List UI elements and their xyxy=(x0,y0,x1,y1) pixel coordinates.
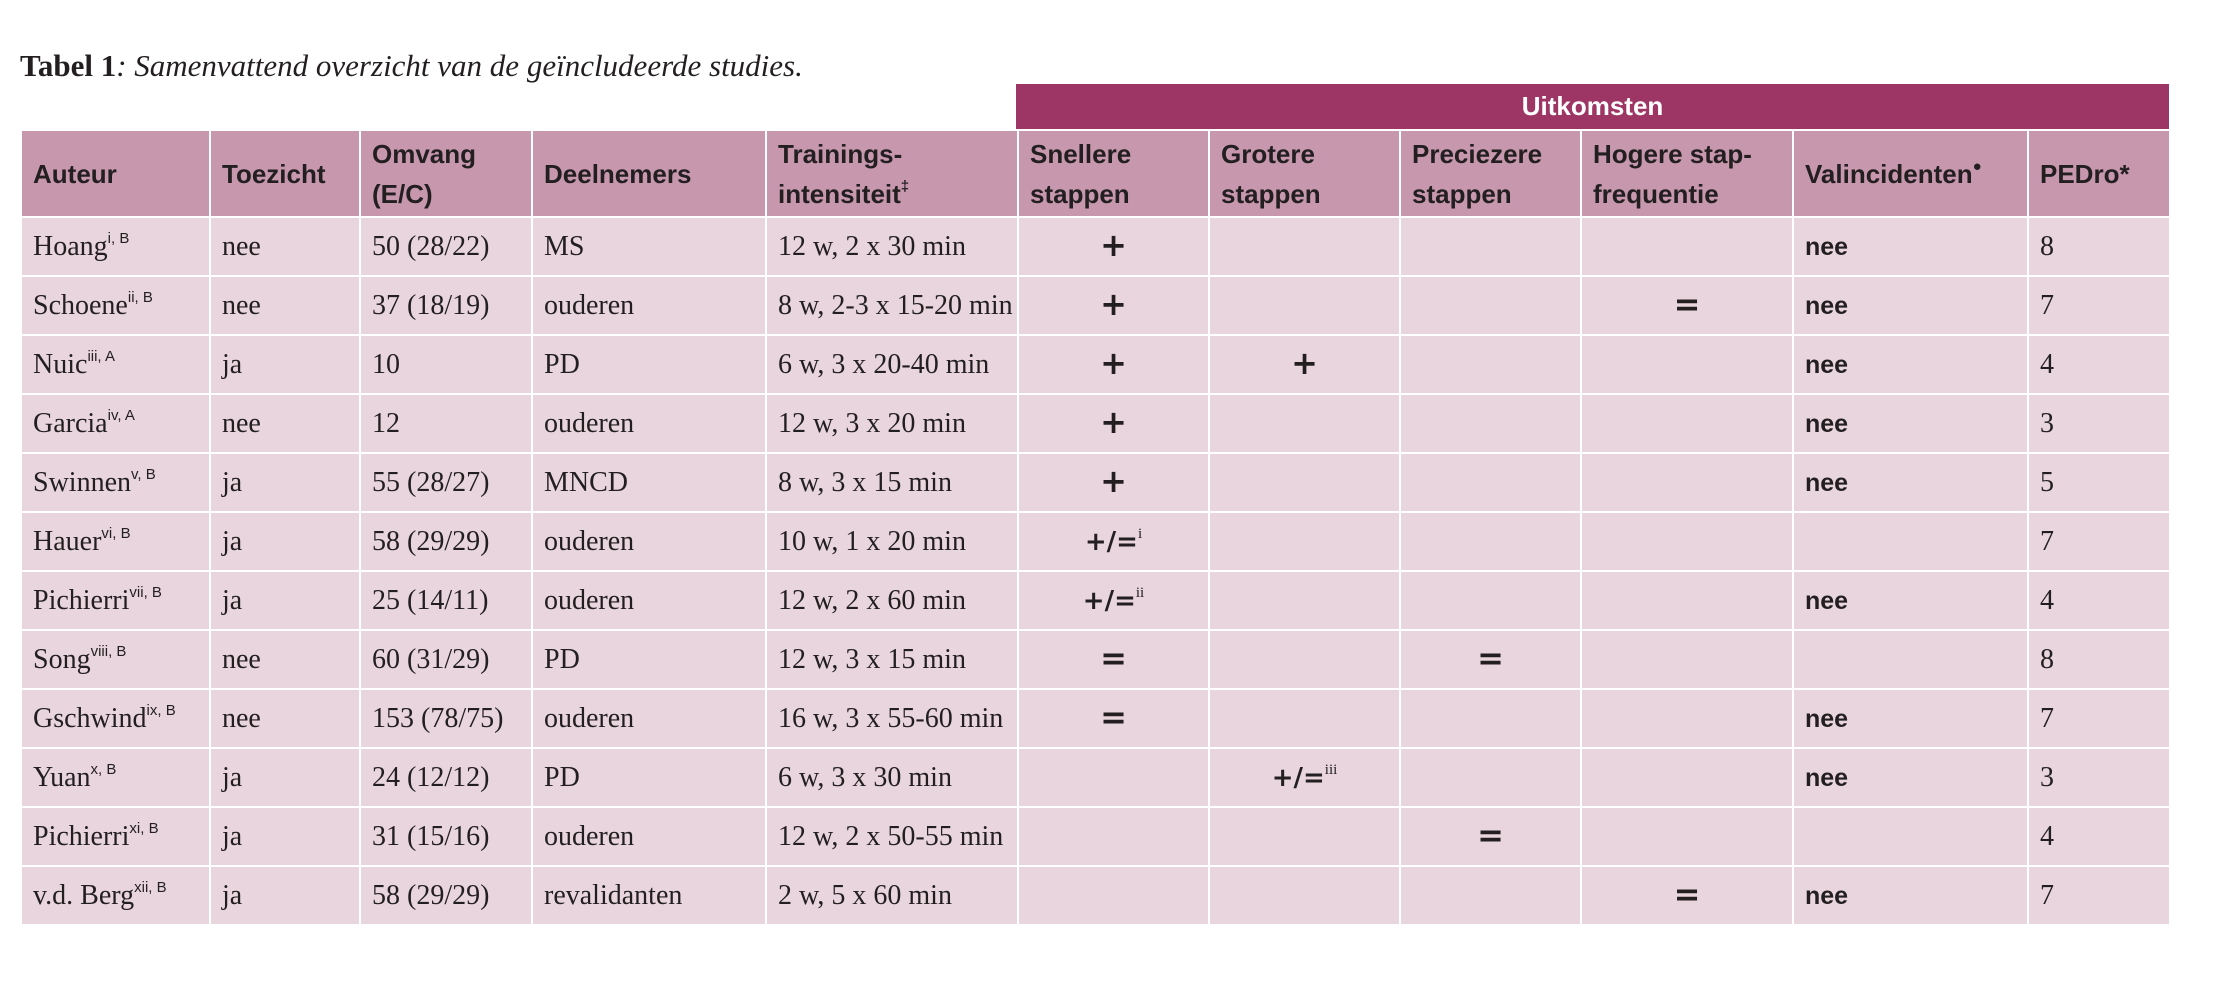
cell-deelnemers: revalidanten xyxy=(532,866,766,925)
cell-snellere-stappen: +/=$^i$ xyxy=(1018,512,1209,571)
cell-preciezere-stappen xyxy=(1400,276,1581,335)
cell-stapfrequentie: = xyxy=(1581,276,1793,335)
cell-grotere-stappen xyxy=(1209,571,1400,630)
cell-trainingsintensiteit: 8 w, 3 x 15 min xyxy=(766,453,1018,512)
cell-preciezere-stappen: = xyxy=(1400,807,1581,866)
cell-toezicht: ja xyxy=(210,571,360,630)
cell-omvang: 37 (18/19) xyxy=(360,276,532,335)
table-row xyxy=(21,571,2170,630)
cell-trainingsintensiteit: 6 w, 3 x 30 min xyxy=(766,748,1018,807)
cell-valincidenten: nee xyxy=(1793,571,2028,630)
cell-auteur: Garcia$^{iv, A}$ xyxy=(21,394,210,453)
cell-grotere-stappen xyxy=(1209,689,1400,748)
cell-valincidenten xyxy=(1793,807,2028,866)
cell-trainingsintensiteit: 12 w, 3 x 20 min xyxy=(766,394,1018,453)
col-header-omvang: Omvang (E/C) xyxy=(360,130,532,217)
cell-valincidenten: nee xyxy=(1793,335,2028,394)
table-row xyxy=(21,866,2170,925)
cell-preciezere-stappen xyxy=(1400,335,1581,394)
cell-deelnemers: ouderen xyxy=(532,512,766,571)
col-header-auteur: Auteur xyxy=(21,130,210,217)
cell-snellere-stappen: + xyxy=(1018,453,1209,512)
table-row xyxy=(21,217,2170,276)
cell-trainingsintensiteit: 8 w, 2-3 x 15-20 min xyxy=(766,276,1018,335)
cell-preciezere-stappen: = xyxy=(1400,630,1581,689)
cell-toezicht: nee xyxy=(210,217,360,276)
header-row xyxy=(21,130,2170,217)
col-header-grotere-stappen: Grotere stappen xyxy=(1209,130,1400,217)
cell-deelnemers: ouderen xyxy=(532,571,766,630)
cell-snellere-stappen: + xyxy=(1018,217,1209,276)
cell-trainingsintensiteit: 12 w, 2 x 50-55 min xyxy=(766,807,1018,866)
col-header-stapfrequentie: Hogere stap- frequentie xyxy=(1581,130,1793,217)
cell-deelnemers: ouderen xyxy=(532,394,766,453)
cell-pedro: 4 xyxy=(2028,807,2170,866)
cell-stapfrequentie xyxy=(1581,748,1793,807)
cell-toezicht: nee xyxy=(210,689,360,748)
cell-grotere-stappen xyxy=(1209,453,1400,512)
cell-deelnemers: ouderen xyxy=(532,689,766,748)
cell-auteur: Hoang$^{i, B}$ xyxy=(21,217,210,276)
cell-trainingsintensiteit: 12 w, 3 x 15 min xyxy=(766,630,1018,689)
cell-deelnemers: MNCD xyxy=(532,453,766,512)
cell-valincidenten: nee xyxy=(1793,394,2028,453)
cell-pedro: 7 xyxy=(2028,866,2170,925)
cell-toezicht: nee xyxy=(210,394,360,453)
cell-snellere-stappen: = xyxy=(1018,630,1209,689)
cell-deelnemers: PD xyxy=(532,630,766,689)
cell-valincidenten xyxy=(1793,512,2028,571)
cell-valincidenten xyxy=(1793,630,2028,689)
cell-deelnemers: ouderen xyxy=(532,807,766,866)
cell-preciezere-stappen xyxy=(1400,512,1581,571)
cell-toezicht: ja xyxy=(210,866,360,925)
cell-stapfrequentie xyxy=(1581,571,1793,630)
table-caption xyxy=(20,46,803,86)
table-row xyxy=(21,748,2170,807)
cell-stapfrequentie xyxy=(1581,689,1793,748)
table-row xyxy=(21,453,2170,512)
cell-pedro: 4 xyxy=(2028,335,2170,394)
cell-pedro: 3 xyxy=(2028,394,2170,453)
cell-omvang: 58 (29/29) xyxy=(360,512,532,571)
col-header-deelnemers: Deelnemers xyxy=(532,130,766,217)
caption-label: Tabel 1 xyxy=(20,48,117,83)
cell-trainingsintensiteit: 10 w, 1 x 20 min xyxy=(766,512,1018,571)
cell-auteur: Yuan$^{x, B}$ xyxy=(21,748,210,807)
cell-auteur: Pichierri$^{vii, B}$ xyxy=(21,571,210,630)
cell-toezicht: nee xyxy=(210,630,360,689)
cell-stapfrequentie xyxy=(1581,630,1793,689)
col-header-preciezere-stappen: Preciezere stappen xyxy=(1400,130,1581,217)
cell-pedro: 8 xyxy=(2028,630,2170,689)
cell-pedro: 7 xyxy=(2028,512,2170,571)
cell-stapfrequentie xyxy=(1581,217,1793,276)
cell-grotere-stappen xyxy=(1209,276,1400,335)
cell-auteur: Gschwind$^{ix, B}$ xyxy=(21,689,210,748)
cell-grotere-stappen xyxy=(1209,866,1400,925)
cell-auteur: Song$^{viii, B}$ xyxy=(21,630,210,689)
cell-pedro: 8 xyxy=(2028,217,2170,276)
cell-pedro: 4 xyxy=(2028,571,2170,630)
cell-toezicht: nee xyxy=(210,276,360,335)
cell-trainingsintensiteit: 12 w, 2 x 60 min xyxy=(766,571,1018,630)
cell-auteur: v.d. Berg$^{xii, B}$ xyxy=(21,866,210,925)
cell-toezicht: ja xyxy=(210,512,360,571)
cell-auteur: Schoene$^{ii, B}$ xyxy=(21,276,210,335)
caption-text: : Samenvattend overzicht van de geïncludeerde studies. xyxy=(116,48,803,83)
cell-snellere-stappen: +/=$^{ii}$ xyxy=(1018,571,1209,630)
cell-trainingsintensiteit: 16 w, 3 x 55-60 min xyxy=(766,689,1018,748)
cell-auteur: Nuic$^{iii, A}$ xyxy=(21,335,210,394)
cell-omvang: 12 xyxy=(360,394,532,453)
cell-pedro: 7 xyxy=(2028,276,2170,335)
cell-grotere-stappen xyxy=(1209,217,1400,276)
cell-preciezere-stappen xyxy=(1400,866,1581,925)
cell-valincidenten: nee xyxy=(1793,748,2028,807)
table-row xyxy=(21,394,2170,453)
cell-toezicht: ja xyxy=(210,807,360,866)
cell-toezicht: ja xyxy=(210,748,360,807)
col-header-toezicht: Toezicht xyxy=(210,130,360,217)
cell-auteur: Hauer$^{vi, B}$ xyxy=(21,512,210,571)
cell-grotere-stappen: +/=$^{iii}$ xyxy=(1209,748,1400,807)
cell-stapfrequentie xyxy=(1581,807,1793,866)
cell-preciezere-stappen xyxy=(1400,571,1581,630)
cell-deelnemers: ouderen xyxy=(532,276,766,335)
cell-omvang: 25 (14/11) xyxy=(360,571,532,630)
cell-omvang: 60 (31/29) xyxy=(360,630,532,689)
cell-preciezere-stappen xyxy=(1400,394,1581,453)
cell-grotere-stappen: + xyxy=(1209,335,1400,394)
cell-snellere-stappen: + xyxy=(1018,335,1209,394)
cell-trainingsintensiteit: 12 w, 2 x 30 min xyxy=(766,217,1018,276)
cell-preciezere-stappen xyxy=(1400,453,1581,512)
cell-toezicht: ja xyxy=(210,453,360,512)
cell-trainingsintensiteit: 2 w, 5 x 60 min xyxy=(766,866,1018,925)
cell-deelnemers: PD xyxy=(532,335,766,394)
cell-valincidenten: nee xyxy=(1793,689,2028,748)
cell-snellere-stappen xyxy=(1018,866,1209,925)
cell-valincidenten: nee xyxy=(1793,217,2028,276)
cell-pedro: 5 xyxy=(2028,453,2170,512)
cell-stapfrequentie xyxy=(1581,335,1793,394)
cell-pedro: 3 xyxy=(2028,748,2170,807)
cell-stapfrequentie xyxy=(1581,394,1793,453)
cell-snellere-stappen xyxy=(1018,807,1209,866)
table-row xyxy=(21,689,2170,748)
cell-grotere-stappen xyxy=(1209,394,1400,453)
outcomes-group-header: Uitkomsten xyxy=(1016,84,2169,129)
cell-preciezere-stappen xyxy=(1400,689,1581,748)
col-header-valincidenten: Valincidenten● xyxy=(1793,130,2028,217)
table-row xyxy=(21,630,2170,689)
cell-stapfrequentie: = xyxy=(1581,866,1793,925)
cell-omvang: 10 xyxy=(360,335,532,394)
table-row xyxy=(21,276,2170,335)
cell-snellere-stappen: + xyxy=(1018,394,1209,453)
cell-omvang: 24 (12/12) xyxy=(360,748,532,807)
cell-grotere-stappen xyxy=(1209,630,1400,689)
table-row xyxy=(21,335,2170,394)
cell-deelnemers: MS xyxy=(532,217,766,276)
col-header-pedro: PEDro* xyxy=(2028,130,2170,217)
cell-stapfrequentie xyxy=(1581,453,1793,512)
cell-omvang: 55 (28/27) xyxy=(360,453,532,512)
cell-stapfrequentie xyxy=(1581,512,1793,571)
cell-valincidenten: nee xyxy=(1793,866,2028,925)
cell-snellere-stappen xyxy=(1018,748,1209,807)
cell-trainingsintensiteit: 6 w, 3 x 20-40 min xyxy=(766,335,1018,394)
cell-snellere-stappen: + xyxy=(1018,276,1209,335)
cell-omvang: 50 (28/22) xyxy=(360,217,532,276)
studies-table xyxy=(20,129,2171,926)
col-header-snellere-stappen: Snellere stappen xyxy=(1018,130,1209,217)
cell-grotere-stappen xyxy=(1209,512,1400,571)
cell-omvang: 153 (78/75) xyxy=(360,689,532,748)
table-row xyxy=(21,512,2170,571)
cell-auteur: Swinnen$^{v, B}$ xyxy=(21,453,210,512)
cell-preciezere-stappen xyxy=(1400,217,1581,276)
cell-pedro: 7 xyxy=(2028,689,2170,748)
cell-toezicht: ja xyxy=(210,335,360,394)
cell-auteur: Pichierri$^{xi, B}$ xyxy=(21,807,210,866)
cell-deelnemers: PD xyxy=(532,748,766,807)
table-row xyxy=(21,807,2170,866)
cell-valincidenten: nee xyxy=(1793,276,2028,335)
cell-omvang: 31 (15/16) xyxy=(360,807,532,866)
cell-grotere-stappen xyxy=(1209,807,1400,866)
cell-snellere-stappen: = xyxy=(1018,689,1209,748)
cell-omvang: 58 (29/29) xyxy=(360,866,532,925)
col-header-trainingsintensiteit: Trainings- intensiteit‡ xyxy=(766,130,1018,217)
cell-valincidenten: nee xyxy=(1793,453,2028,512)
cell-preciezere-stappen xyxy=(1400,748,1581,807)
